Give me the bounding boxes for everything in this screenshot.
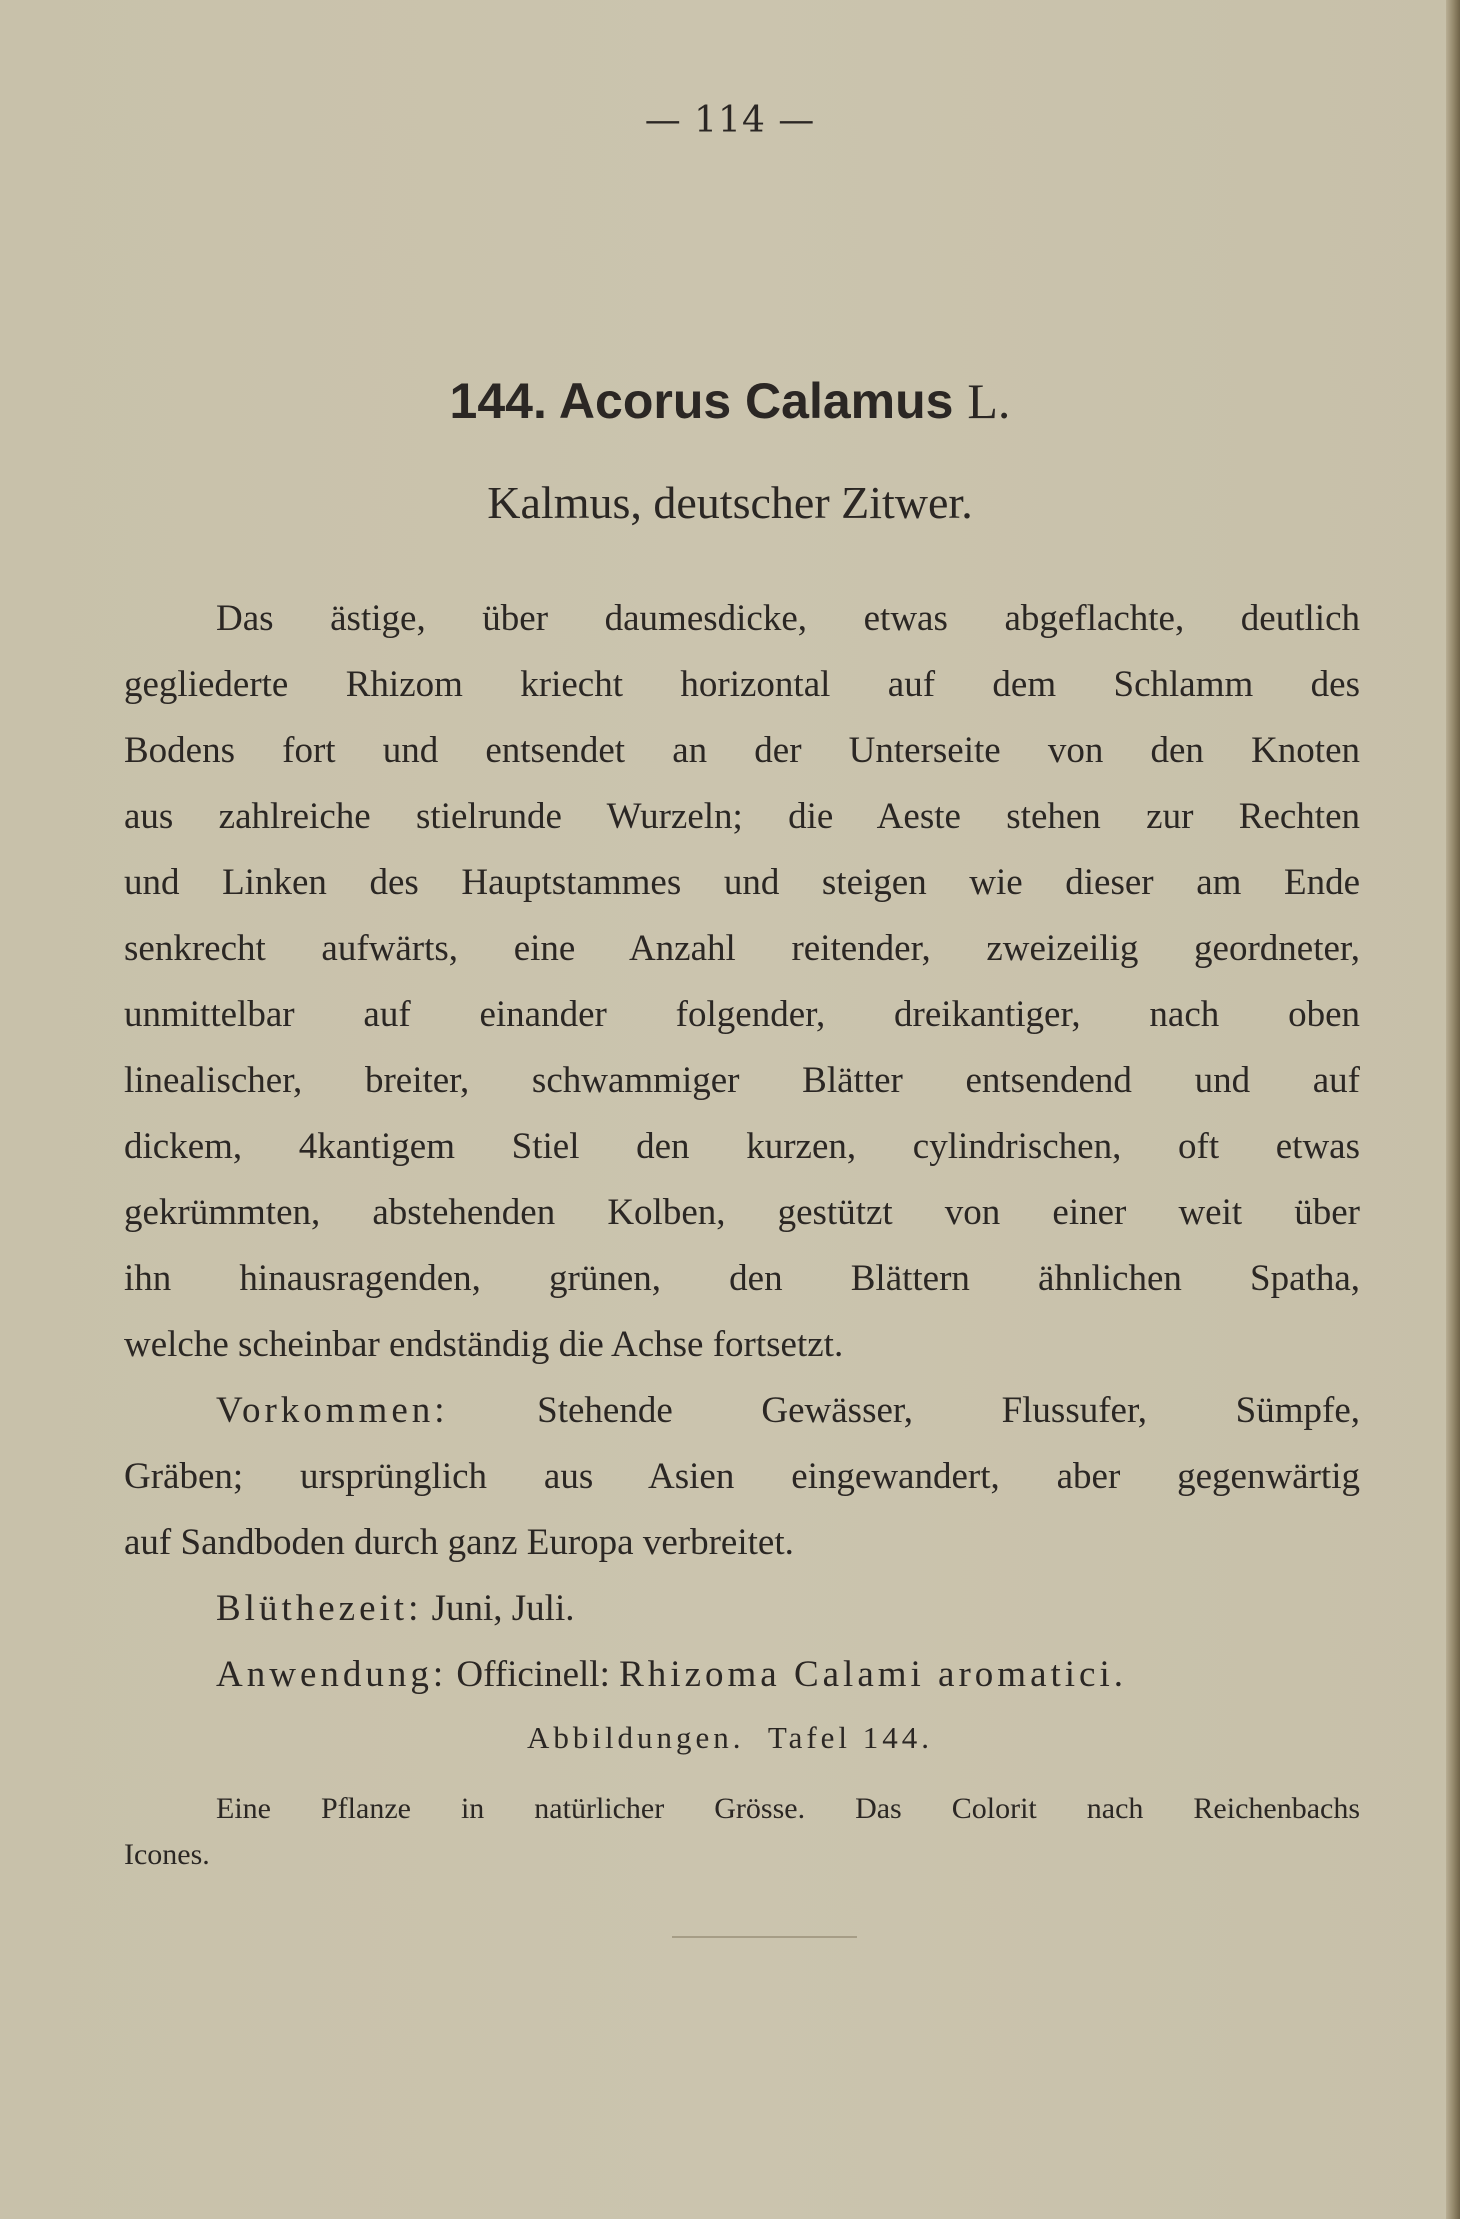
description-line: linealischer, breiter, schwammiger Blätter entsendend und auf [124, 1060, 1360, 1101]
occurrence-line [124, 1378, 1360, 1444]
description-line: dickem, 4kantigem Stiel den kurzen, cylindrischen, oft etwas [124, 1126, 1360, 1167]
use-label: Anwendung: [216, 1654, 448, 1695]
description-line: Bodens fort und entsendet an der Unterseite von den Knoten [124, 730, 1360, 771]
common-name: Kalmus, deutscher Zitwer. [487, 477, 973, 528]
divider-rule [672, 1936, 857, 1938]
occurrence-line: auf Sandboden durch ganz Europa verbreitet. [124, 1522, 794, 1563]
description-text [124, 586, 1360, 1708]
flowering-label: Blüthezeit: [216, 1588, 423, 1629]
illustrations-label: Abbildungen. [526, 1720, 745, 1755]
species-title [0, 372, 1460, 430]
plate-note [124, 1786, 1360, 1878]
description-line: senkrecht aufwärts, eine Anzahl reitender, zweizeilig geordneter, [124, 928, 1360, 969]
description-line: aus zahlreiche stielrunde Wurzeln; die Aeste stehen zur Rechten [124, 796, 1360, 837]
description-line: ihn hinausragenden, grünen, den Blättern ähnlichen Spatha, [124, 1258, 1360, 1299]
species-name: 144. Acorus Calamus [449, 373, 954, 429]
description-line: Das ästige, über daumesdicke, etwas abgeflachte, deutlich [216, 598, 1360, 639]
flowering-line [124, 1576, 1360, 1642]
description-line: welche scheinbar endständig die Achse fortsetzt. [124, 1324, 844, 1365]
description-line: und Linken des Hauptstammes und steigen wie dieser am Ende [124, 862, 1360, 903]
page-edge [1446, 0, 1460, 2219]
use-drug: Rhizoma Calami aromatici. [619, 1654, 1128, 1695]
note-line: Eine Pflanze in natürlicher Grösse. Das Colorit nach Reichenbachs [216, 1792, 1360, 1825]
use-line [124, 1642, 1360, 1708]
page-number: — 114 — [644, 100, 816, 141]
occurrence-label: Vorkommen: [216, 1390, 449, 1431]
occurrence-line: Gräben; ursprünglich aus Asien eingewandert, aber gegenwärtig [124, 1456, 1360, 1497]
illustrations-caption [0, 1720, 1460, 1756]
species-author: L. [967, 373, 1011, 429]
description-line: unmittelbar auf einander folgender, dreikantiger, nach oben [124, 994, 1360, 1035]
description-line: gekrümmten, abstehenden Kolben, gestützt von einer weit über [124, 1192, 1360, 1233]
occurrence-text: Stehende Gewässer, Flussufer, Sümpfe, [537, 1390, 1361, 1431]
use-text: Officinell: [456, 1654, 610, 1695]
flowering-text: Juni, Juli. [431, 1588, 575, 1629]
note-line: Icones. [124, 1838, 210, 1871]
description-line: gegliederte Rhizom kriecht horizontal auf dem Schlamm des [124, 664, 1360, 705]
illustrations-plate: Tafel 144. [767, 1720, 934, 1755]
